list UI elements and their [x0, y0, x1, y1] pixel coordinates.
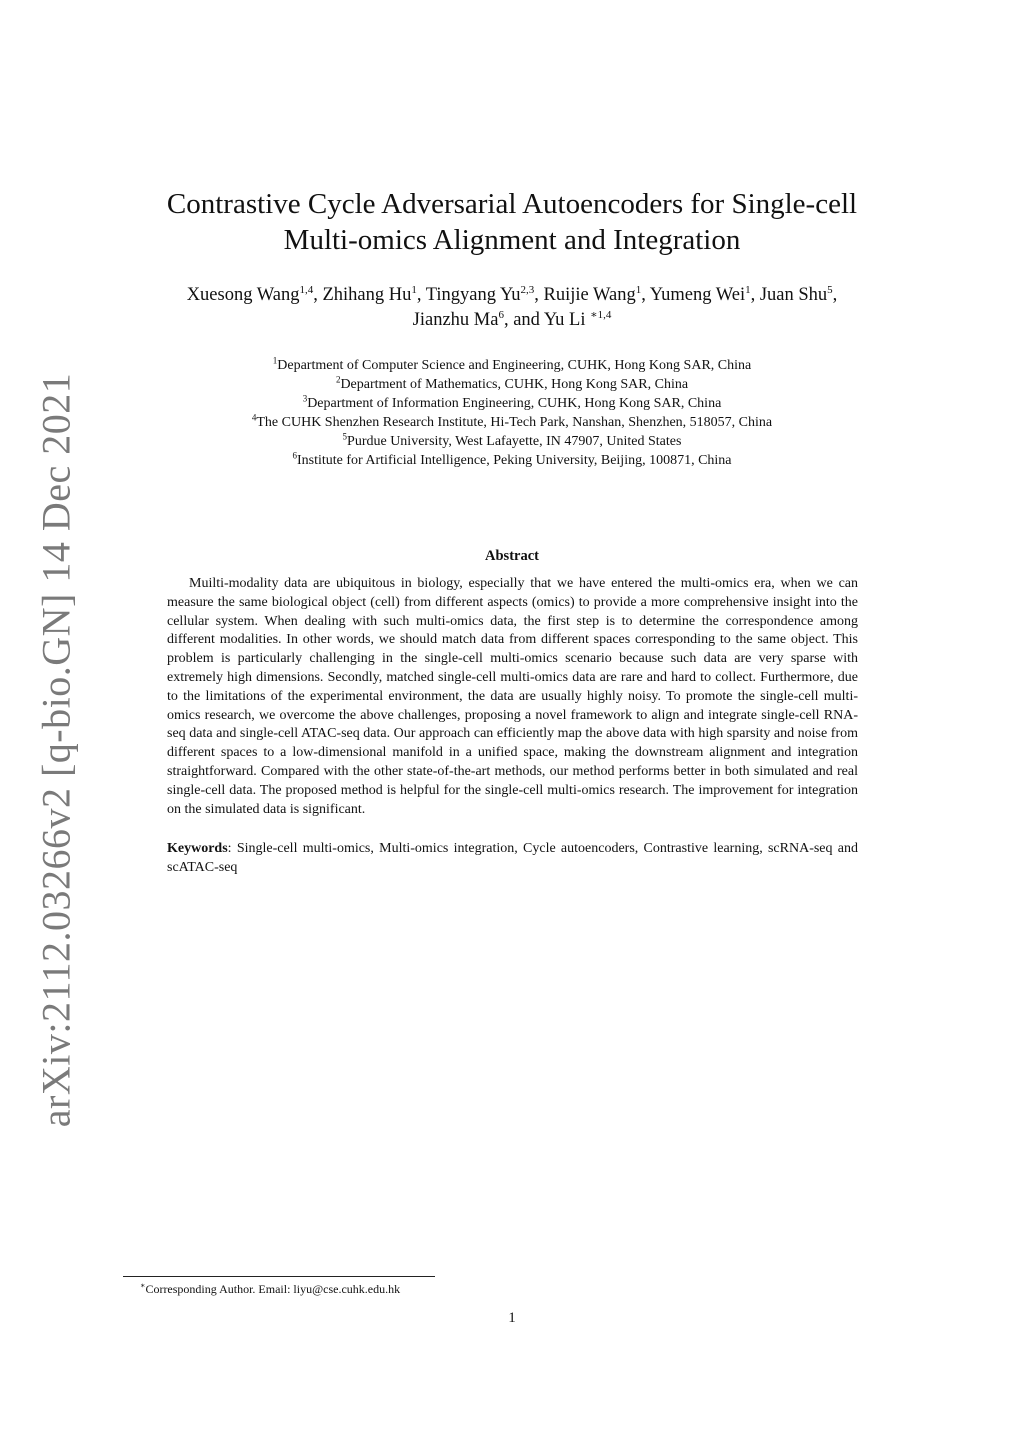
author-name: Jianzhu Ma — [412, 310, 499, 330]
footnote — [140, 1281, 400, 1297]
title-line-2: Multi-omics Alignment and Integration — [283, 224, 741, 256]
author-name: Zhihang Hu — [322, 285, 412, 305]
affiliation-marker: 3 — [302, 393, 308, 404]
affiliation-marker: 1 — [272, 355, 278, 366]
affiliation-text: Department of Mathematics, CUHK, Hong Kong SAR, China — [340, 377, 689, 392]
affiliation-list — [112, 356, 912, 470]
footnote-divider — [123, 1276, 435, 1277]
author-name: Yu Li — [543, 310, 591, 330]
author-affiliation-marker: 2,3 — [520, 283, 535, 296]
author-affiliation-marker: 1 — [745, 283, 751, 296]
author-list — [112, 283, 912, 333]
author-separator: , — [313, 285, 323, 305]
author-name: Xuesong Wang — [186, 285, 300, 305]
author-name: Ruijie Wang — [543, 285, 636, 305]
author-separator: , — [641, 285, 650, 305]
author-separator: , — [832, 285, 838, 305]
author-name: Juan Shu — [759, 285, 828, 305]
author-separator: , — [416, 285, 426, 305]
affiliation-marker: 6 — [292, 450, 297, 461]
footnote-text: Corresponding Author. Email: liyu@cse.cuhk.edu.hk — [145, 1282, 401, 1296]
keywords-line — [167, 840, 858, 878]
affiliation-item — [112, 356, 912, 375]
author-separator: , — [534, 285, 544, 305]
author-affiliation-marker: 5 — [827, 283, 833, 296]
abstract-body: Muilti-modality data are ubiquitous in biology, especially that we have entered the multi-omics era, when we can measure the same biological object (cell) from different aspects (omics) to provide a more comprehensive insight into the cellular system. When dealing with such multi-omics data, the first step is to determine the correspondence among different modalities. In other words, we should match data from different spaces corresponding to the same object. This problem is particularly challenging in the single-cell multi-omics scenario because such data are very sparse with extremely high dimensions. Secondly, matched single-cell multi-omics data are rare and hard to collect. Furthermore, due to the limitations of the experimental environment, the data are usually highly noisy. To promote the single-cell multi-omics research, we overcome the above challenges, proposing a novel framework to align and integrate single-cell RNA-seq data and single-cell ATAC-seq data. Our approach can efficiently map the above data with high sparsity and noise from different spaces to a low-dimensional manifold in a unified space, making the downstream alignment and integration straightforward. Compared with the other state-of-the-art methods, our method performs better in both simulated and real single-cell data. The proposed method is helpful for the single-cell multi-omics research. The improvement for integration on the simulated data is significant. — [167, 576, 858, 817]
affiliation-item — [112, 375, 912, 394]
affiliation-text: The CUHK Shenzhen Research Institute, Hi-Tech Park, Nanshan, Shenzhen, 518057, China — [256, 415, 773, 430]
affiliation-marker: 4 — [251, 412, 257, 423]
footnote-marker: ∗ — [140, 1281, 146, 1290]
author-name: Tingyang Yu — [425, 285, 521, 305]
author-line-1 — [112, 283, 912, 308]
author-affiliation-marker: 1 — [635, 283, 642, 296]
author-separator: , — [750, 285, 760, 305]
affiliation-item — [112, 394, 912, 413]
affiliation-item — [112, 432, 912, 451]
author-affiliation-marker: 1 — [411, 283, 417, 296]
affiliation-marker: 2 — [335, 374, 341, 385]
keywords-label: Keywords — [167, 841, 228, 856]
keywords-text: : Single-cell multi-omics, Multi-omics integration, Cycle autoencoders, Contrastive learning, scRNA-seq and scATAC-seq — [167, 841, 858, 875]
paper-title — [112, 186, 912, 258]
affiliation-text: Department of Information Engineering, CUHK, Hong Kong SAR, China — [307, 396, 722, 411]
page-number: 1 — [508, 1310, 516, 1326]
affiliation-text: Institute for Artificial Intelligence, Peking University, Beijing, 100871, China — [296, 453, 732, 468]
abstract-heading: Abstract — [485, 548, 539, 564]
author-name: Yumeng Wei — [649, 285, 746, 305]
arxiv-identifier-stamp: arXiv:2112.03266v2 [q-bio.GN] 14 Dec 2021 — [33, 372, 79, 1128]
affiliation-text: Department of Computer Science and Engineering, CUHK, Hong Kong SAR, China — [277, 358, 752, 373]
author-line-2 — [112, 308, 912, 333]
author-affiliation-marker: 1,4 — [299, 283, 314, 296]
title-line-1: Contrastive Cycle Adversarial Autoencoders for Single-cell — [166, 188, 858, 220]
affiliation-text: Purdue University, West Lafayette, IN 47907, United States — [347, 434, 682, 449]
affiliation-item — [112, 451, 912, 470]
affiliation-marker: 5 — [342, 431, 348, 442]
author-affiliation-marker: 6 — [498, 308, 504, 321]
affiliation-item — [112, 413, 912, 432]
author-affiliation-marker: ∗1,4 — [590, 308, 612, 321]
author-separator: , and — [503, 310, 544, 330]
